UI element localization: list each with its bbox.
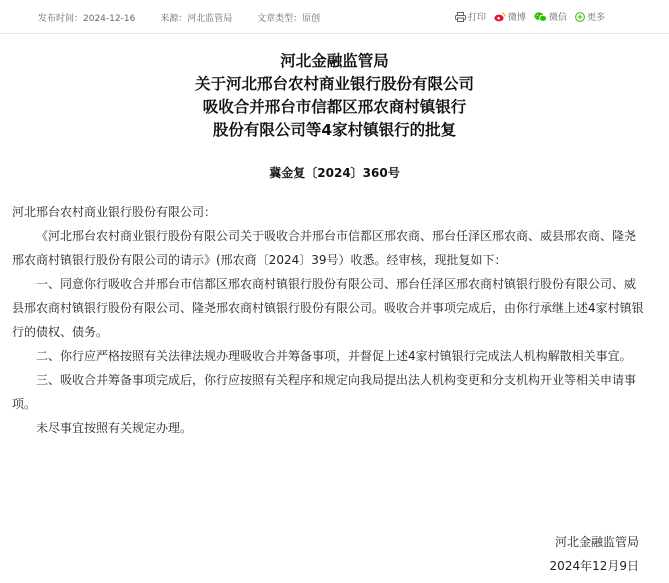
title-line-3: 吸收合并邢台市信都区邢农商村镇银行 — [202, 98, 467, 116]
weibo-icon — [494, 12, 506, 22]
paragraph-approval-3: 三、吸收合并筹备事项完成后，你行应按照有关程序和规定向我局提出法人机构变更和分支机构开业等相关申请事项。 — [12, 373, 637, 411]
document-number: 冀金复〔2024〕360号 — [269, 166, 400, 180]
article-meta — [38, 11, 342, 24]
article-type: 文章类型：原创 — [257, 14, 321, 24]
signature-org: 河北金融监管局 — [554, 535, 639, 549]
title-line-4: 股份有限公司等4家村镇银行的批复 — [212, 121, 457, 139]
signature-date: 2024年12月9日 — [549, 559, 639, 573]
signature-block — [550, 530, 639, 578]
publish-time: 发布时间：2024-12-16 — [38, 14, 136, 24]
salutation: 河北邢台农村商业银行股份有限公司： — [12, 205, 217, 219]
wechat-share-button[interactable] — [534, 10, 567, 23]
plus-circle-icon — [575, 12, 585, 22]
more-share-button[interactable] — [575, 10, 605, 23]
print-icon — [455, 12, 466, 22]
wechat-icon — [534, 12, 547, 22]
document-title — [0, 50, 669, 142]
title-line-2: 关于河北邢台农村商业银行股份有限公司 — [194, 75, 474, 93]
paragraph-approval-2: 二、你行应严格按照有关法律法规办理吸收合并筹备事项，并督促上述4家村镇银行完成法人机构解散相关事宜。 — [36, 349, 632, 363]
wechat-label: 微信 — [548, 13, 567, 23]
share-toolbar — [447, 10, 605, 23]
more-label: 更多 — [586, 13, 605, 23]
weibo-share-button[interactable] — [494, 10, 526, 23]
article-source: 来源：河北监管局 — [160, 14, 233, 24]
print-label: 打印 — [467, 13, 486, 23]
print-button[interactable] — [455, 10, 486, 23]
document-body — [12, 200, 644, 440]
paragraph-closing: 未尽事宜按照有关规定办理。 — [36, 421, 193, 435]
weibo-label: 微博 — [507, 13, 526, 23]
article-meta-bar — [0, 0, 669, 34]
paragraph-approval-1: 一、同意你行吸收合并邢台市信都区邢农商村镇银行股份有限公司、邢台任泽区邢农商村镇银行股份有限公司、威县邢农商村镇银行股份有限公司、隆尧邢农商村镇银行股份有限公司。吸收合并事项完成后，由你行承继上述4家村镇银行的债权、债务。 — [12, 277, 644, 339]
paragraph-request: 《河北邢台农村商业银行股份有限公司关于吸收合并邢台市信都区邢农商、邢台任泽区邢农商、威县邢农商、隆尧邢农商村镇银行股份有限公司的请示》(邢农商〔2024〕39号）收悉。经审核，现批复如下： — [12, 229, 637, 267]
title-line-1: 河北金融监管局 — [280, 52, 389, 70]
